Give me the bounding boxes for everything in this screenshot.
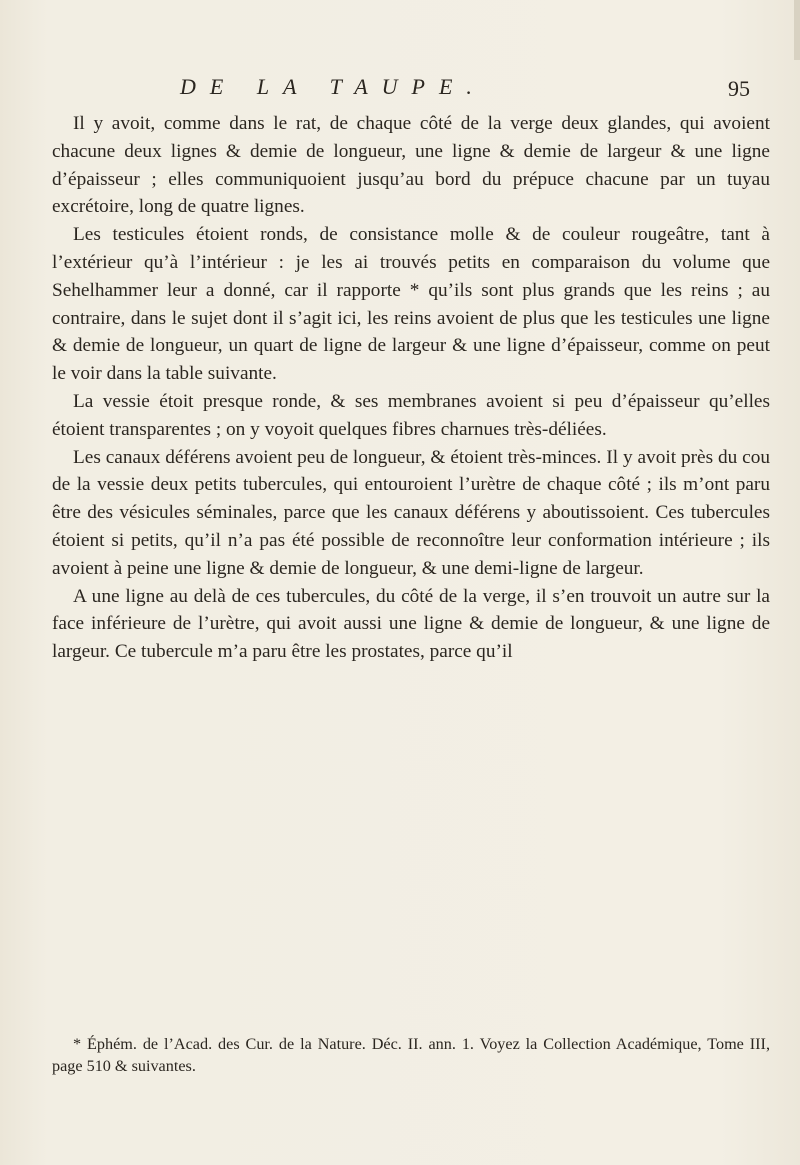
page-header xyxy=(0,74,800,114)
paragraph-glandes: Il y avoit, comme dans le rat, de chaque côté de la verge deux glandes, qui avoient chacune deux lignes & demie de longueur, une ligne & demie de largeur & une ligne d’épaisseur ; elles communiquoient jusqu’au bord du prépuce chacune par un tuyau excrétoire, long de quatre lignes. xyxy=(52,113,770,218)
body-text xyxy=(52,110,770,666)
footnote-text: * Éphém. de l’Acad. des Cur. de la Nature. Déc. II. ann. 1. Voyez la Collection Académique, Tome III, page 510 & suivantes. xyxy=(52,1035,770,1075)
footnote xyxy=(52,1033,770,1077)
paragraph-prostates: A une ligne au delà de ces tubercules, du côté de la verge, il s’en trouvoit un autre sur la face inférieure de l’urètre, qui avoit aussi une ligne & demie de longueur, & une ligne de largeur. Ce tubercule m’a paru être les prostates, parce qu’il xyxy=(52,585,770,663)
page-number: 95 xyxy=(728,76,750,101)
running-title: DE LA TAUPE. xyxy=(180,74,486,99)
paragraph-vessie: La vessie étoit presque ronde, & ses membranes avoient si peu d’épaisseur qu’elles étoient transparentes ; on y voyoit quelques fibres charnues très-déliées. xyxy=(52,390,770,440)
paragraph-testicules: Les testicules étoient ronds, de consistance molle & de couleur rougeâtre, tant à l’extérieur qu’à l’intérieur : je les ai trouvés petits en comparaison du volume que Sehelhammer leur a donné, car il rapporte * qu’ils sont plus grands que les reins ; au contraire, dans le sujet dont il s’agit ici, les reins avoient de plus que les testicules une ligne & demie de longueur, un quart de ligne de largeur & une ligne d’épaisseur, comme on peut le voir dans la table suivante. xyxy=(52,224,770,385)
paragraph-canaux-deferens: Les canaux déférens avoient peu de longueur, & étoient très-minces. Il y avoit près du cou de la vessie deux petits tubercules, qui entouroient l’urètre de chaque côté ; ils m’ont paru être des vésicules séminales, parce que les canaux déférens y aboutissoient. Ces tubercules étoient si petits, qu’il n’a pas été possible de reconnoître leur conformation intérieure ; ils avoient à peine une ligne & demie de longueur, & une demi-ligne de largeur. xyxy=(52,446,770,579)
page-edge-shadow xyxy=(794,0,800,60)
